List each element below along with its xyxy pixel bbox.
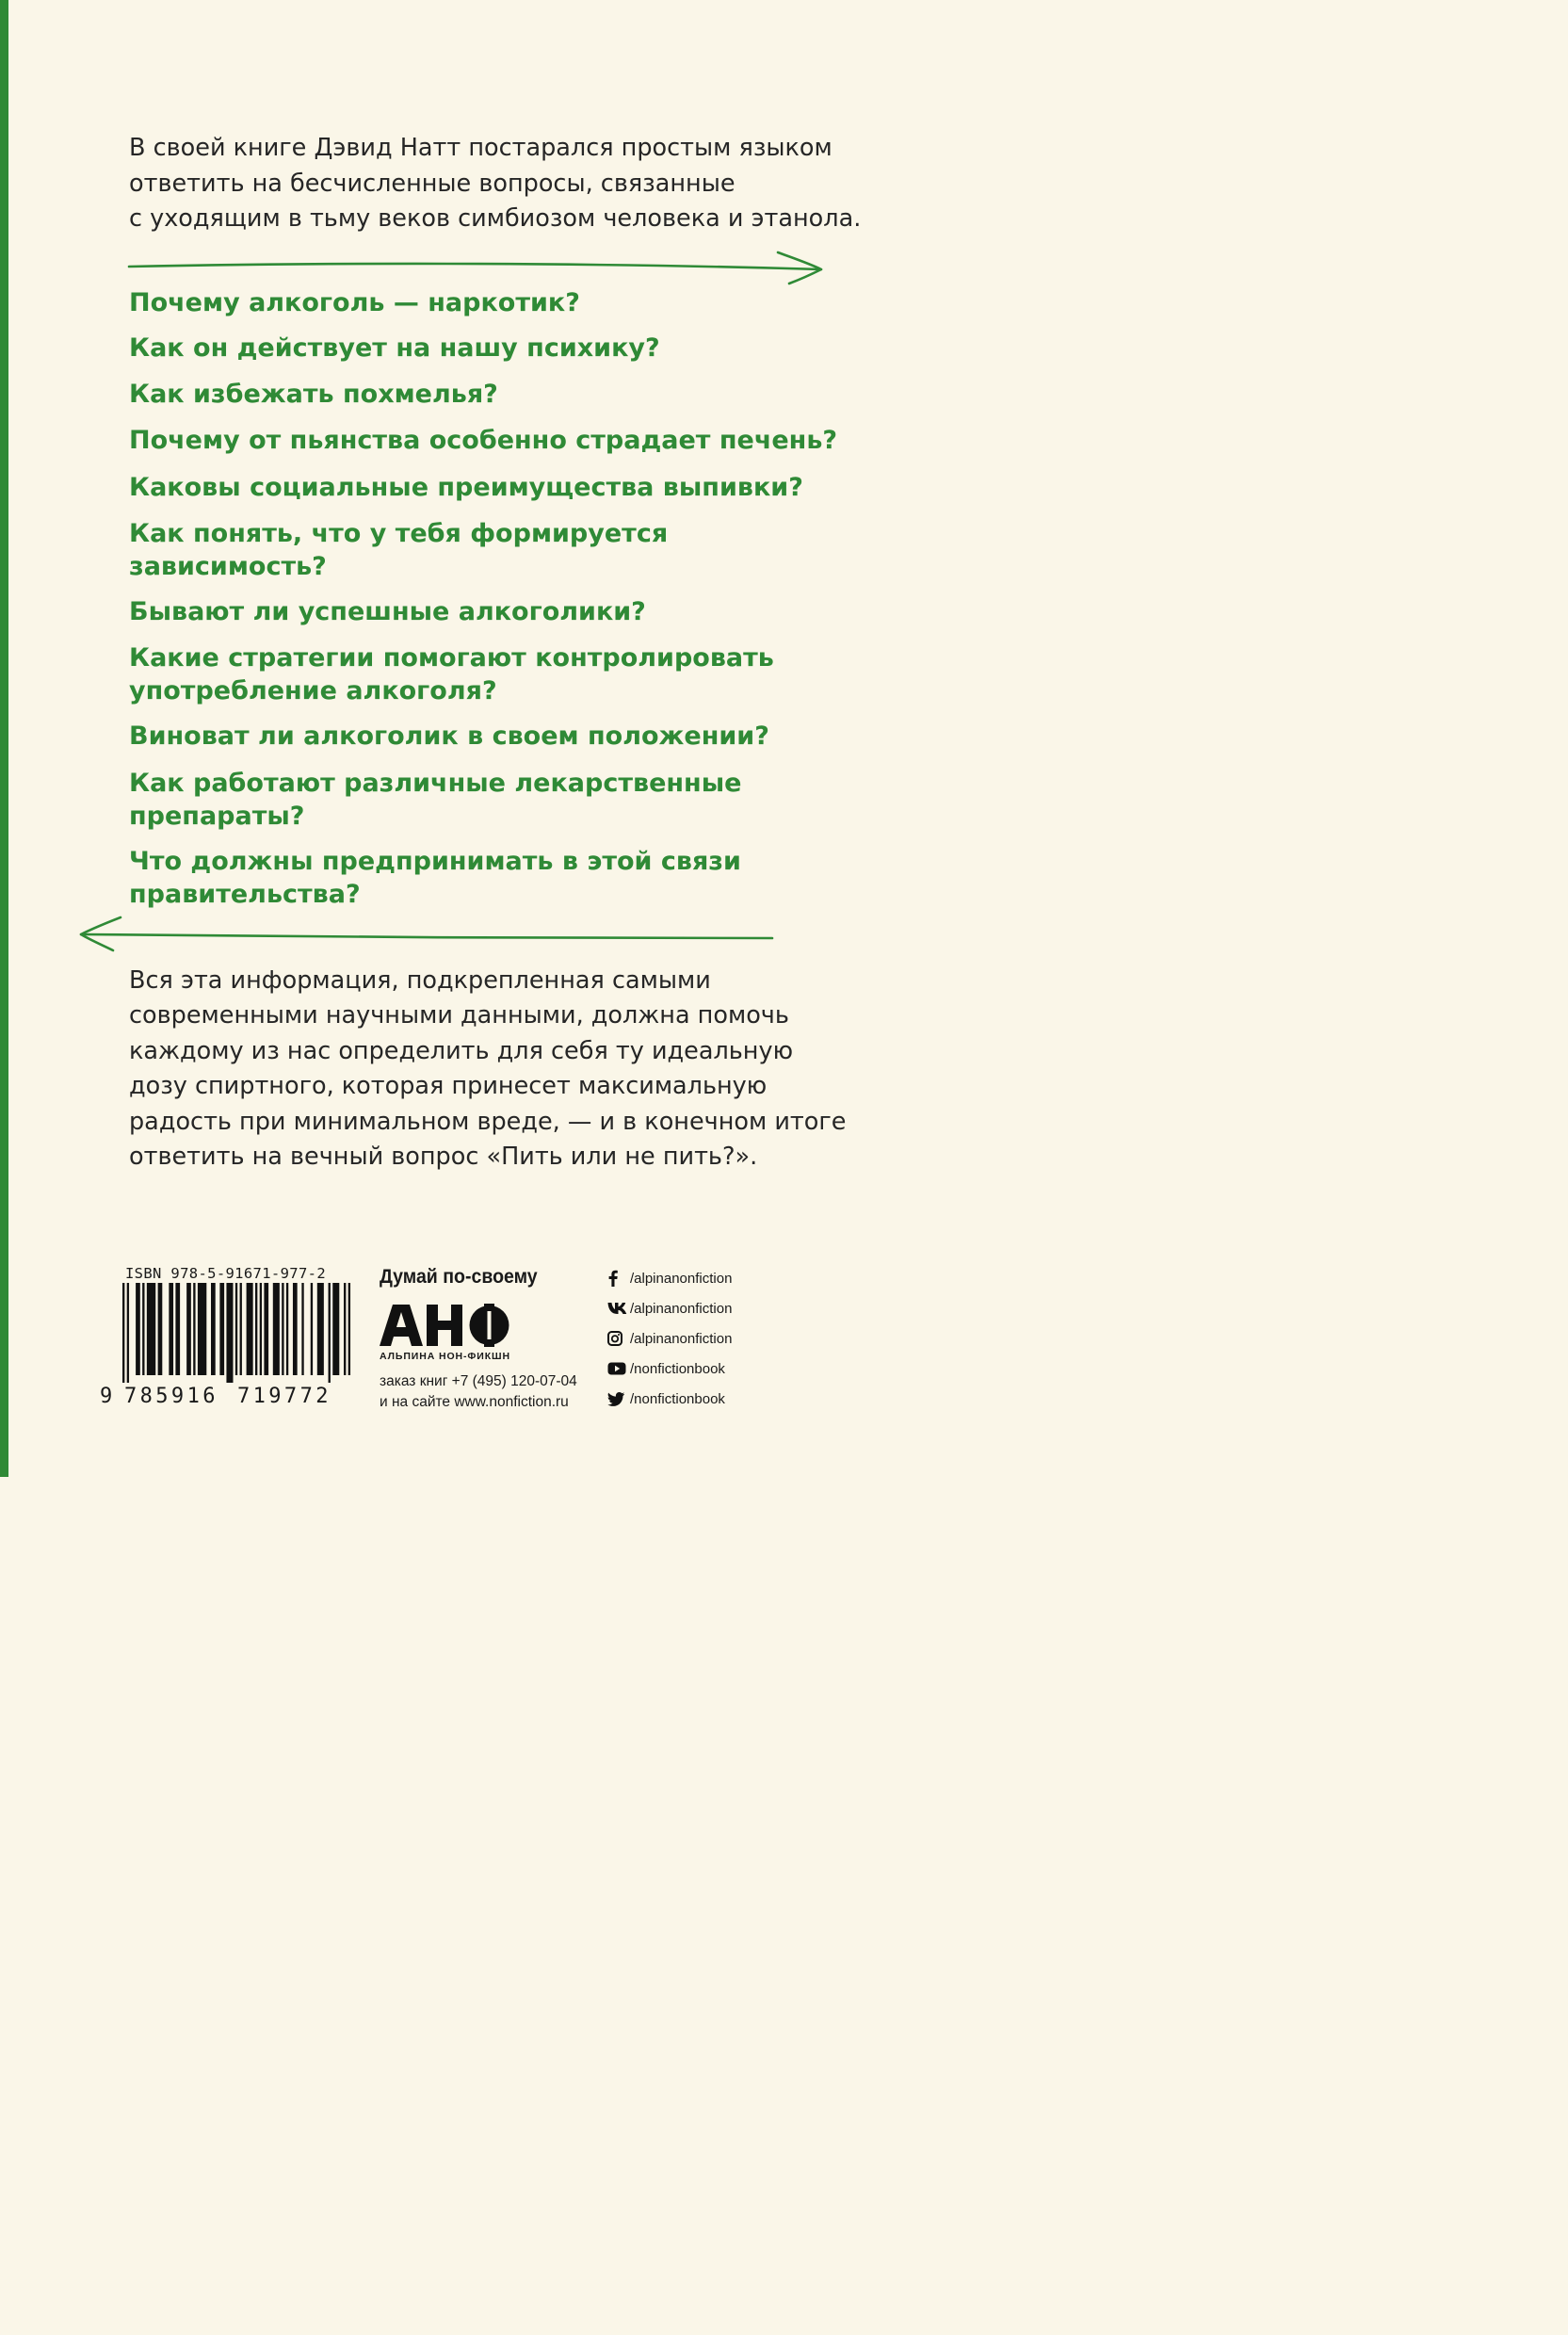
barcode-bar — [286, 1283, 288, 1375]
barcode-bar — [273, 1283, 280, 1375]
barcode-bar — [193, 1283, 195, 1375]
question-item: Как работают различные лекарственные препараты? — [129, 769, 742, 831]
intro-paragraph — [129, 131, 882, 237]
social-twitter[interactable]: /nonfictionbook — [607, 1388, 725, 1409]
publisher-logo — [380, 1304, 511, 1347]
order-info — [380, 1371, 577, 1413]
green-spine-bar — [0, 0, 8, 1477]
barcode-bar — [136, 1283, 140, 1375]
ean-first-digit: 9 — [100, 1385, 113, 1408]
intro-line: ответить на бесчисленные вопросы, связанные — [129, 169, 736, 198]
barcode-bar — [158, 1283, 163, 1375]
intro-line: с уходящим в тьму веков симбиозом человека и этанола. — [129, 204, 862, 233]
social-facebook[interactable]: /alpinanonfiction — [607, 1268, 732, 1289]
ean-left-digits: 785916 — [124, 1385, 218, 1408]
facebook-icon — [607, 1269, 628, 1288]
social-vk[interactable]: /alpinanonfiction — [607, 1298, 732, 1319]
twitter-icon — [607, 1389, 628, 1408]
barcode-bar — [127, 1283, 129, 1383]
question-item: Почему алкоголь — наркотик? — [129, 288, 580, 317]
barcode-bar — [264, 1283, 268, 1375]
barcode-bar — [282, 1283, 283, 1375]
question-item: Как понять, что у тебя формируется зависимость? — [129, 519, 669, 581]
barcode-bar — [311, 1283, 313, 1375]
instagram-icon — [607, 1329, 628, 1348]
question-item: Что должны предпринимать в этой связи правительства? — [129, 847, 741, 909]
barcode-bar — [219, 1283, 224, 1375]
barcode-bar — [186, 1283, 191, 1375]
barcode-bar — [247, 1283, 253, 1375]
barcode-bar — [211, 1283, 216, 1375]
barcode-bar — [260, 1283, 262, 1375]
question-item: Бывают ли успешные алкоголики? — [129, 597, 646, 626]
barcode-bar — [122, 1283, 124, 1383]
vk-icon — [607, 1299, 628, 1318]
outro-line: дозу спиртного, которая принесет максимальную — [129, 1072, 768, 1101]
barcode-bar — [198, 1283, 206, 1375]
outro-line: ответить на вечный вопрос «Пить или не пить?». — [129, 1143, 758, 1172]
publisher-slogan: Думай по-своему — [380, 1266, 538, 1288]
barcode-bar — [142, 1283, 144, 1375]
barcode-bar — [332, 1283, 339, 1375]
social-instagram[interactable]: /alpinanonfiction — [607, 1328, 732, 1349]
barcode-bar — [293, 1283, 298, 1375]
ean-right-digits: 719772 — [237, 1385, 331, 1408]
barcode-bar — [147, 1283, 155, 1375]
barcode-bar — [169, 1283, 173, 1375]
isbn-label: ISBN 978-5-91671-977-2 — [125, 1265, 326, 1282]
barcode-bar — [329, 1283, 331, 1383]
barcode-bar — [226, 1283, 233, 1383]
barcode-bar — [348, 1283, 350, 1375]
outro-paragraph — [129, 964, 901, 1175]
outro-line: каждому из нас определить для себя ту идеальную — [129, 1036, 794, 1065]
intro-line: В своей книге Дэвид Натт постарался простым языком — [129, 134, 832, 162]
youtube-icon — [607, 1359, 628, 1378]
barcode-bar — [301, 1283, 303, 1375]
order-phone-line: заказ книг +7 (495) 120-07-04 — [380, 1373, 577, 1389]
question-item: Как он действует на нашу психику? — [129, 333, 660, 363]
publisher-name: АЛЬПИНА НОН-ФИКШН — [380, 1351, 510, 1362]
order-site-line: и на сайте www.nonfiction.ru — [380, 1394, 569, 1410]
question-item: Почему от пьянства особенно страдает печень? — [129, 426, 838, 455]
barcode-bar — [235, 1283, 237, 1375]
outro-line: современными научными данными, должна помочь — [129, 1001, 789, 1030]
barcode-bar — [344, 1283, 346, 1375]
barcode-bar — [240, 1283, 242, 1375]
outro-line: радость при минимальном вреде, — и в конечном итоге — [129, 1107, 847, 1136]
barcode-bar — [255, 1283, 257, 1375]
social-youtube[interactable]: /nonfictionbook — [607, 1358, 725, 1379]
question-item: Виноват ли алкоголик в своем положении? — [129, 722, 769, 751]
barcode-icon — [113, 1283, 354, 1386]
question-item: Какие стратегии помогают контролировать употребление алкоголя? — [129, 643, 774, 705]
question-item: Как избежать похмелья? — [129, 380, 498, 409]
barcode-bar — [317, 1283, 324, 1375]
barcode-bar — [175, 1283, 180, 1375]
question-item: Каковы социальные преимущества выпивки? — [129, 473, 803, 502]
outro-line: Вся эта информация, подкрепленная самыми — [129, 966, 711, 995]
